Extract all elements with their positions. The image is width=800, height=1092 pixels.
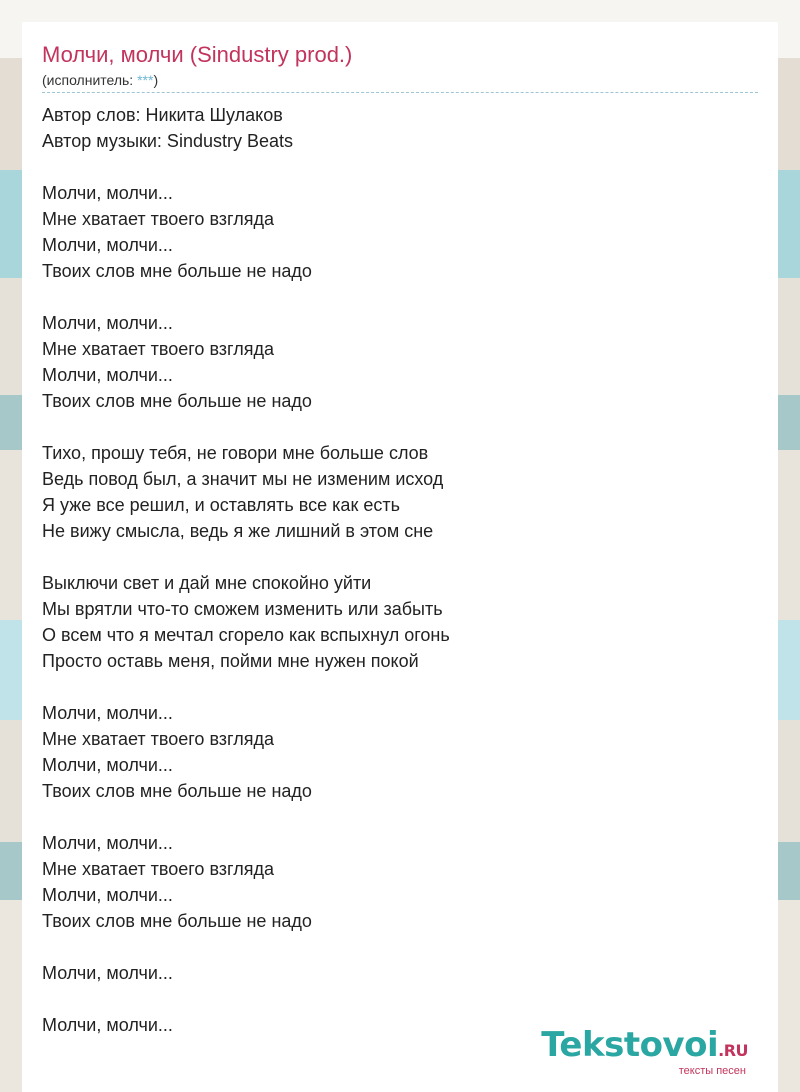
logo-text: Tekstovoi [541, 1025, 719, 1065]
site-logo[interactable] [541, 1027, 748, 1077]
lyrics-card [22, 22, 778, 1092]
stanza [42, 960, 450, 986]
lyrics-body [42, 102, 450, 1038]
lyric-line: Мне хватает твоего взгляда [42, 859, 274, 879]
stanza [42, 830, 450, 934]
stanza-gap [42, 154, 450, 180]
lyric-line: Автор музыки: Sindustry Beats [42, 131, 293, 151]
lyric-line: Молчи, молчи... [42, 313, 173, 333]
stanza [42, 570, 450, 674]
performer-label: (исполнитель: [42, 72, 138, 88]
lyric-line: Молчи, молчи... [42, 183, 173, 203]
lyric-line: Ведь повод был, а значит мы не изменим исход [42, 469, 444, 489]
stanza-gap [42, 414, 450, 440]
lyric-line: Твоих слов мне больше не надо [42, 781, 312, 801]
lyric-line: Мне хватает твоего взгляда [42, 339, 274, 359]
logo-tld: .RU [718, 1041, 748, 1060]
performer-suffix: ) [153, 72, 159, 88]
lyric-line: Мы врятли что-то сможем изменить или забыть [42, 599, 443, 619]
stanza-gap [42, 544, 450, 570]
song-title: Молчи, молчи (Sindustry prod.) [42, 42, 353, 67]
lyric-line: Молчи, молчи... [42, 963, 173, 983]
lyric-line: Просто оставь меня, пойми мне нужен покой [42, 651, 419, 671]
lyric-line: Мне хватает твоего взгляда [42, 729, 274, 749]
lyric-line: Твоих слов мне больше не надо [42, 391, 312, 411]
lyric-line: Твоих слов мне больше не надо [42, 911, 312, 931]
lyric-line: Молчи, молчи... [42, 1015, 173, 1035]
stanza-gap [42, 986, 450, 1012]
lyric-line: Молчи, молчи... [42, 885, 173, 905]
lyric-line: Молчи, молчи... [42, 703, 173, 723]
lyric-line: Не вижу смысла, ведь я же лишний в этом сне [42, 521, 434, 541]
stanza-gap [42, 804, 450, 830]
lyric-line: Мне хватает твоего взгляда [42, 209, 274, 229]
stanza [42, 310, 450, 414]
stanza [42, 700, 450, 804]
lyric-line: Молчи, молчи... [42, 755, 173, 775]
lyric-line: Молчи, молчи... [42, 833, 173, 853]
header-divider [42, 92, 758, 93]
stanza [42, 1012, 450, 1038]
lyric-line: Выключи свет и дай мне спокойно уйти [42, 573, 372, 593]
lyric-line: Тихо, прошу тебя, не говори мне больше слов [42, 443, 429, 463]
logo-tagline: тексты песен [678, 1065, 746, 1077]
lyric-line: Я уже все решил, и оставлять все как есть [42, 495, 400, 515]
lyric-line: Молчи, молчи... [42, 365, 173, 385]
stanza-gap [42, 934, 450, 960]
lyric-line: О всем что я мечтал сгорело как вспыхнул огонь [42, 625, 450, 645]
lyric-line: Молчи, молчи... [42, 235, 173, 255]
stanza [42, 102, 450, 154]
performer-link[interactable]: *** [137, 72, 154, 88]
stanza [42, 180, 450, 284]
stanza-gap [42, 674, 450, 700]
stanza [42, 440, 450, 544]
lyric-line: Твоих слов мне больше не надо [42, 261, 312, 281]
stanza-gap [42, 284, 450, 310]
lyric-line: Автор слов: Никита Шулаков [42, 105, 283, 125]
performer-line [42, 72, 158, 88]
